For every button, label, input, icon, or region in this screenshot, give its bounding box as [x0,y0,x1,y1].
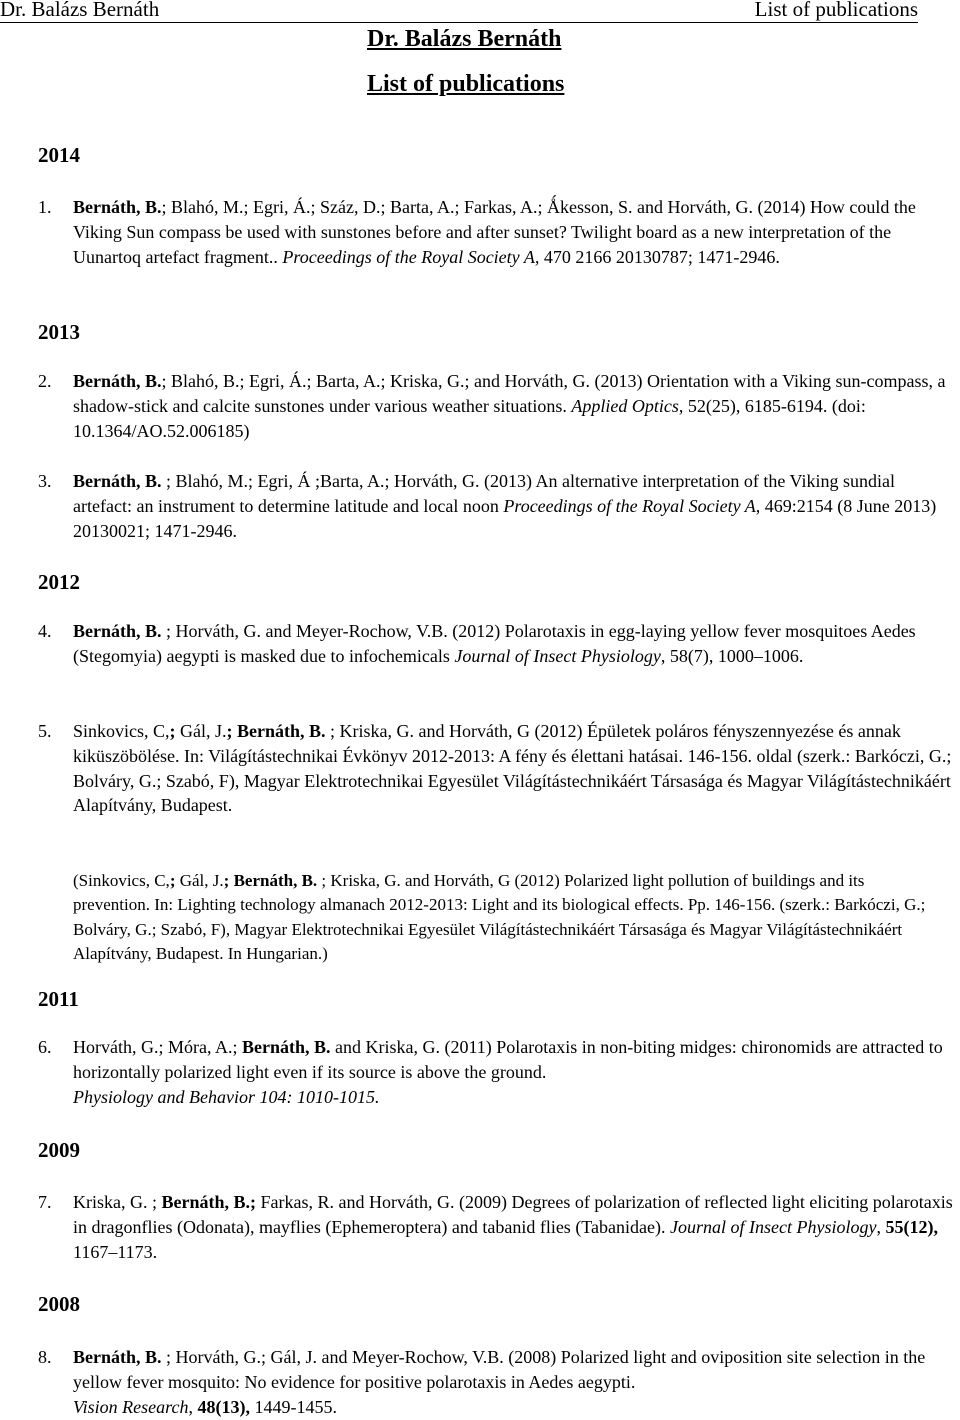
volume: 48(13), [197,1396,250,1417]
authors-and-title: ; Blahó, B.; Egri, Á.; Barta, A.; Kriska, G.; and Horváth, G. (2013) Orientation with a Viking sun-compass, a shadow-stick and calcite sunstones under various weather situations. [73,371,946,416]
journal-name: Applied Optics [571,395,679,416]
year-heading-2009: 2009 [38,1138,80,1162]
authors-and-title: ; Blahó, M.; Egri, Á.; Száz, D.; Barta, A.; Farkas, A.; Ǻkesson, S. and Horváth, G. (2014) How could the Viking Sun compass be used with sunstones before and after sunset? Twilight board as a new interpretation of the Uunartoq artefact fragment.. [73,197,916,267]
author-highlight: Bernáth, B. [73,1347,162,1367]
publication-6 [38,1035,956,1109]
year-heading-2012: 2012 [38,570,80,594]
publication-5-translation: (Sinkovics, C,; Gál, J.; Bernáth, B. ; Kriska, G. and Horváth, G (2012) Polarized light pollution of buildings and its prevention. In: Lighting technology almanach 2012-2013: Light and its biological effects. Pp. 146-156. (szerk.: Barkóczi, G.; Bolváry, G.; Szabó, F), Magyar Elektrotechnikai Egyesület Világítástechnikáért Társasága és Magyar Világítástechnikáért Alapítvány, Budapest. In Hungarian.) [73,871,926,963]
citation-tail: , 469:2154 (8 June 2013) 20130021; 1471-2946. [73,495,937,541]
author-highlight: Bernáth, B. [73,371,162,391]
authors-and-title: Farkas, R. and Horváth, G. (2009) Degrees of polarization of reflected light eliciting polarotaxis in dragonflies (Odonata), mayflies (Ephemeroptera) and tabanid flies (Tabanidae). [73,1192,953,1237]
publication-number: 8. [38,1347,52,1367]
authors-and-title: ; Blahó, M.; Egri, Á ;Barta, A.; Horváth, G. (2013) An alternative interpretation of the Viking sundial artefact: an instrument to determine latitude and local noon [73,471,895,516]
document-title-name: Dr. Balázs Bernáth [367,26,562,52]
year-heading-2008: 2008 [38,1292,80,1316]
author-highlight: Bernáth, B. [73,621,162,641]
publication-8: 8. Bernáth, B. ; Horváth, G.; Gál, J. and Meyer-Rochow, V.B. (2008) Polarized light and oviposition site selection in the yellow fever mosquito: No evidence for positive polarotaxis in Aedes aegypti. Vision Research, 48(13), 1449-1455. [38,1347,926,1417]
running-header-author: Dr. Balázs Bernáth [0,0,160,21]
authors-and-title: ; Horváth, G. and Meyer-Rochow, V.B. (2012) Polarotaxis in egg-laying yellow fever mosquitoes Aedes (Stegomyia) aegypti is masked due to infochemicals [73,621,916,666]
authors-and-title: and Kriska, G. (2011) Polarotaxis in non-biting midges: chironomids are attracted to horizontally polarized light even if its source is above the ground. [73,1037,943,1082]
journal-name: Physiology and Behavior 104: 1010-1015. [73,1086,380,1107]
publication-4 [38,619,956,669]
citation-tail: , 58(7), 1000–1006. [660,645,804,666]
publication-number: 4. [38,621,52,641]
publication-number: 2. [38,371,52,391]
publication-2 [38,369,956,443]
author-highlight: Bernáth, B.; [161,1192,256,1212]
publication-number: 7. [38,1192,52,1212]
citation-tail: , 52(25), 6185-6194. (doi: 10.1364/AO.52.006185) [73,395,866,441]
coauthor: Gál, J. [175,721,227,741]
journal-name: Proceedings of the Royal Society A, [282,246,540,267]
journal-name: Journal of Insect Physiology [454,645,661,666]
journal-name: Journal of Insect Physiology [670,1216,877,1237]
author-highlight: Bernáth, B. [73,197,162,217]
year-heading-2013: 2013 [38,320,80,344]
publication-number: 3. [38,471,52,491]
authors-and-title: ; Kriska, G. and Horváth, G (2012) Épületek poláros fényszennyezése és annak kiküszöbölése. In: Világítástechnikai Évkönyv 2012-2013: A fény és élettani hatásai. 146-156. oldal (szerk.: Barkóczi, G.; Bolváry, G.; Szabó, F), Magyar Elektrotechnikai Egyesület Világítástechnikáért Társasága és Magyar Világítástechnikáért Alapítvány, Budapest. [73,721,952,816]
author-highlight: Bernáth, B. [73,471,162,491]
running-header-title: List of publications [754,0,918,21]
journal-name: Proceedings of the Royal Society A [503,495,756,516]
document-title-list: List of publications [367,71,565,97]
authors-and-title: ; Horváth, G.; Gál, J. and Meyer-Rochow, V.B. (2008) Polarized light and oviposition site selection in the yellow fever mosquito: No evidence for positive polarotaxis in Aedes aegypti. [73,1347,926,1392]
author-punct: ; [169,721,176,741]
publication-1 [38,195,956,269]
publication-number: 6. [38,1037,52,1057]
header-rule [0,22,918,23]
author-highlight: Bernáth, B. [241,1037,331,1057]
citation-tail: 1449-1455. [249,1396,337,1417]
publication-number: 5. [38,721,52,741]
year-heading-2014: 2014 [38,143,80,167]
publication-number: 1. [38,197,52,217]
citation-tail: 1167–1173. [73,1241,158,1262]
coauthor: Kriska, G. ; [73,1192,162,1212]
publication-5 [38,719,956,818]
year-heading-2011: 2011 [38,987,79,1011]
coauthor: Sinkovics, C, [73,721,170,741]
author-highlight: ; Bernáth, B. [226,721,326,741]
coauthor: Horváth, G.; Móra, A.; [73,1037,242,1057]
publication-7: 7. Kriska, G. ; Bernáth, B.; Farkas, R. and Horváth, G. (2009) Degrees of polarization of reflected light eliciting polarotaxis in dragonflies (Odonata), mayflies (Ephemeroptera) and tabanid flies (Tabanidae). Journal of Insect Physiology, 55(12), 1167–1173. [38,1192,953,1262]
citation-tail: 470 2166 20130787; 1471-2946. [539,246,780,267]
journal-name: Vision Research [73,1396,189,1417]
publication-3 [38,469,956,543]
volume: 55(12), [885,1216,938,1237]
